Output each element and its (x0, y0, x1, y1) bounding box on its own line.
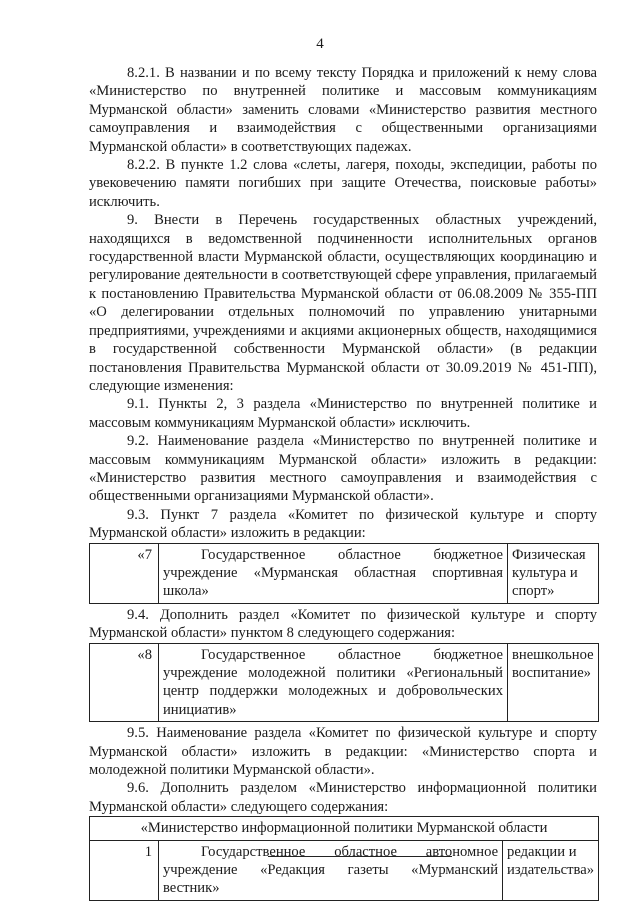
paragraph-9-2: 9.2. Наименование раздела «Министерство по внутренней политике и массовым коммуникациям Мурманской области» изложить в редакции: «Министерство развития местного самоуправления и взаимодействия с общественными организациями Мурманской области». (89, 433, 597, 505)
paragraph-8-2-2: 8.2.2. В пункте 1.2 слова «слеты, лагеря, походы, экспедиции, работы по увековечению памяти погибших при защите Отечества, поисковые работы» исключить. (89, 157, 597, 210)
paragraph-9-1: 9.1. Пункты 2, 3 раздела «Министерство по внутренней политике и массовым коммуникациям Мурманской области» исключить. (89, 396, 597, 431)
table-header-row (90, 817, 599, 840)
table-item-8 (89, 643, 599, 723)
paragraph-9-4: 9.4. Дополнить раздел «Комитет по физической культуре и спорту Мурманской области» пунктом 8 следующего содержания: (89, 606, 597, 642)
activity-area: внешкольное воспитание» (508, 643, 599, 722)
paragraph-9-3: 9.3. Пункт 7 раздела «Комитет по физической культуре и спорту Мурманской области» изложить в редакции: (89, 506, 597, 542)
institution-name: Государственное областное бюджетное учреждение молодежной политики «Региональный центр поддержки молодежных и добровольческих инициатив» (159, 643, 508, 722)
footer-divider (268, 856, 452, 857)
activity-area: Физическая культура и спорт» (508, 543, 599, 603)
table-item-7 (89, 543, 599, 604)
page-number: 4 (316, 36, 324, 52)
item-number: «7 (90, 543, 159, 603)
document-body (89, 64, 597, 903)
item-number: «8 (90, 643, 159, 722)
paragraph-9-5: 9.5. Наименование раздела «Комитет по физической культуре и спорту Мурманской области» изложить в редакции: «Министерство спорта и молодежной политики Мурманской области». (89, 725, 597, 779)
institution-name: Государственное областное автономное учреждение «Редакция газеты «Мурманский вестник» (159, 840, 503, 900)
activity-area: редакции и издательства» (503, 840, 599, 900)
table-ministry-information (89, 816, 599, 901)
paragraph-9: 9. Внести в Перечень государственных областных учреждений, находящихся в ведомственной подчиненности исполнительных органов государственной власти Мурманской области, осуществляющих координацию и регулирование деятельности в соответствующей сфере управления, прилагаемый к постановлению Правительства Мурманской области от 06.08.2009 № 355-ПП «О делегировании отдельных полномочий по управлению унитарными предприятиями, учреждениями и акциями акционерных обществ, находящимися в государственной собственности Мурманской области» (в редакции постановления Правительства Мурманской области от 30.09.2019 № 451-ПП), следующие изменения: (89, 212, 597, 394)
institution-name: Государственное областное бюджетное учреждение «Мурманская областная спортивная школа» (159, 543, 508, 603)
paragraph-9-6: 9.6. Дополнить разделом «Министерство информационной политики Мурманской области» следующего содержания: (89, 780, 597, 815)
table-row (90, 643, 599, 722)
table-row (90, 543, 599, 603)
section-header: «Министерство информационной политики Мурманской области (90, 817, 599, 840)
paragraph-8-2-1: 8.2.1. В названии и по всему тексту Порядка и приложений к нему слова «Министерство по внутренней политике и массовым коммуникациям Мурманской области» заменить словами «Министерство развития местного самоуправления и взаимодействия с общественными организациями Мурманской области» в соответствующих падежах. (89, 65, 597, 155)
table-row (90, 840, 599, 900)
item-number: 1 (90, 840, 159, 900)
